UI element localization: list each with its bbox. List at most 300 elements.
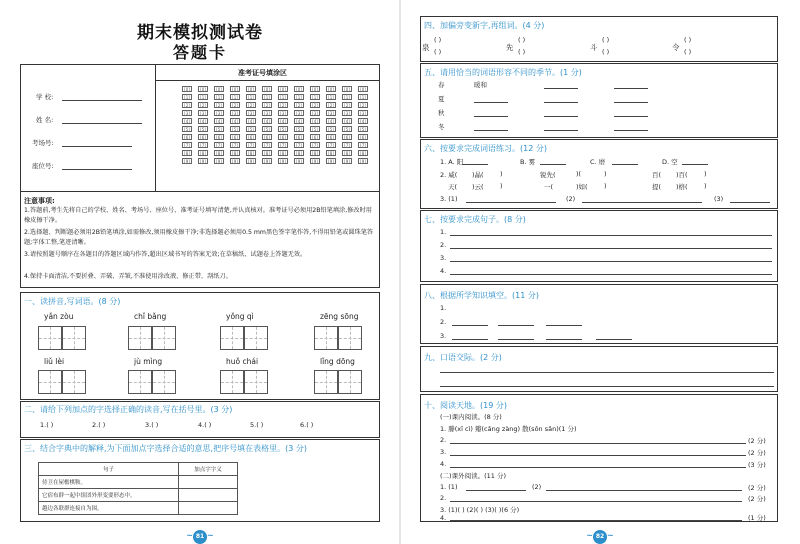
id-digit-bubble[interactable]: [0] xyxy=(214,86,224,92)
seat-label: 座位号: xyxy=(32,162,54,170)
id-digit-bubble[interactable]: [8] xyxy=(326,150,336,156)
id-digit-bubble[interactable]: [3] xyxy=(294,110,304,116)
id-digit-bubble[interactable]: [3] xyxy=(310,110,320,116)
sentence-number: 2. xyxy=(440,241,447,249)
table-row-sentence: 它宿布群一起中组团外形变要形态中。 xyxy=(39,489,179,502)
s10-sub1: (一)课内阅读。(8 分) xyxy=(440,413,502,421)
radical-blank[interactable]: ( ) xyxy=(684,36,692,44)
table-row-answer[interactable] xyxy=(179,489,238,502)
id-digit-bubble[interactable]: [7] xyxy=(326,142,336,148)
table-row-answer[interactable] xyxy=(179,502,238,515)
section-7-heading: 七、按要求完成句子。(8 分) xyxy=(424,215,526,224)
id-digit-bubble[interactable]: [7] xyxy=(342,142,352,148)
id-digit-bubble[interactable]: [7] xyxy=(246,142,256,148)
id-digit-bubble[interactable]: [2] xyxy=(310,102,320,108)
id-digit-bubble[interactable]: [6] xyxy=(278,134,288,140)
id-digit-bubble[interactable]: [8] xyxy=(214,150,224,156)
s8-blank[interactable] xyxy=(452,339,488,340)
s8-blank[interactable] xyxy=(546,339,582,340)
id-digit-bubble[interactable]: [9] xyxy=(246,158,256,164)
id-digit-bubble[interactable]: [4] xyxy=(294,118,304,124)
page-number-badge: 81 xyxy=(193,530,207,544)
id-digit-column[interactable] xyxy=(214,86,226,166)
s10-q3: 3. xyxy=(440,448,447,456)
radical-blank[interactable]: ( ) xyxy=(518,48,526,56)
season-label: 夏 xyxy=(438,95,445,103)
id-digit-bubble[interactable]: [7] xyxy=(310,142,320,148)
s6-r4-1: 3. (1) xyxy=(440,195,458,203)
s6-blank[interactable] xyxy=(582,202,702,203)
pinyin-label: zēng sōng xyxy=(320,312,359,321)
character-box[interactable] xyxy=(220,370,244,394)
character-box[interactable] xyxy=(338,370,362,394)
id-digit-bubble[interactable]: [9] xyxy=(182,158,192,164)
s6-r2-g: 百( xyxy=(652,171,662,179)
section-6-heading: 六、按要求完成词语练习。(12 分) xyxy=(424,144,547,153)
id-digit-bubble[interactable]: [5] xyxy=(342,126,352,132)
s8-blank[interactable] xyxy=(452,325,488,326)
id-digit-bubble[interactable]: [0] xyxy=(262,86,272,92)
id-digit-bubble[interactable]: [6] xyxy=(358,134,368,140)
season-label: 冬 xyxy=(438,123,445,131)
id-digit-column[interactable] xyxy=(342,86,354,166)
s10-q8-points: (1 分) xyxy=(748,514,766,522)
id-digit-bubble[interactable]: [2] xyxy=(278,102,288,108)
season-blank[interactable] xyxy=(614,88,648,89)
character-box[interactable] xyxy=(38,370,62,394)
season-blank[interactable] xyxy=(614,116,648,117)
id-digit-bubble[interactable]: [2] xyxy=(182,102,192,108)
note-4: 4.保持卡面清洁,不要折叠、弄破、弄皱,不准使用涂改液、修正带、刮纸刀。 xyxy=(24,273,232,280)
id-digit-bubble[interactable]: [4] xyxy=(214,118,224,124)
character-box[interactable] xyxy=(314,326,338,350)
s10-q5-points: (2 分) xyxy=(748,484,766,492)
id-digit-bubble[interactable]: [1] xyxy=(310,94,320,100)
section-4-heading: 四、加偏旁变新字,再组词。(4 分) xyxy=(424,21,545,30)
id-digit-bubble[interactable]: [6] xyxy=(342,134,352,140)
s10-q2: 2. xyxy=(440,436,447,444)
s6-r3-e: )如( xyxy=(576,183,588,191)
id-digit-bubble[interactable]: [0] xyxy=(198,86,208,92)
id-digit-bubble[interactable]: [3] xyxy=(358,110,368,116)
id-digit-bubble[interactable]: [9] xyxy=(262,158,272,164)
s2-item-4[interactable]: 4.( ) xyxy=(198,421,212,429)
id-digit-bubble[interactable]: [9] xyxy=(198,158,208,164)
id-digit-bubble[interactable]: [6] xyxy=(198,134,208,140)
page-number-left xyxy=(170,530,230,544)
id-digit-bubble[interactable]: [7] xyxy=(278,142,288,148)
id-digit-bubble[interactable]: [2] xyxy=(342,102,352,108)
s6-r2-b: )晶( xyxy=(472,171,484,179)
id-digit-bubble[interactable]: [9] xyxy=(358,158,368,164)
id-digit-bubble[interactable]: [5] xyxy=(262,126,272,132)
id-digit-bubble[interactable]: [6] xyxy=(182,134,192,140)
s2-item-1[interactable]: 1.( ) xyxy=(40,421,54,429)
character-box[interactable] xyxy=(152,370,176,394)
character-box[interactable] xyxy=(128,370,152,394)
ornament-icon: ~ xyxy=(186,531,193,540)
s6-blank[interactable] xyxy=(612,164,638,165)
section-2-heading: 二、请给下列加点的字选择正确的读音,写在括号里。(3 分) xyxy=(24,405,233,414)
id-digit-bubble[interactable]: [3] xyxy=(278,110,288,116)
id-digit-bubble[interactable]: [9] xyxy=(310,158,320,164)
id-digit-bubble[interactable]: [6] xyxy=(230,134,240,140)
name-label: 姓 名: xyxy=(36,116,54,124)
sample-answer: 暖和 xyxy=(474,81,487,89)
note-3: 3.请按照题号顺序在各题目的答题区域内作答,超出区域书写的答案无效;在草稿纸、试题卷上答题无效。 xyxy=(24,251,307,258)
s10-q1: 1. 滕(xī cì) 瓣(cǎng zàng) 散(sǒn sǎn)(1 分) xyxy=(440,425,577,433)
season-blank[interactable] xyxy=(544,88,578,89)
id-digit-bubble[interactable]: [4] xyxy=(246,118,256,124)
id-digit-bubble[interactable]: [3] xyxy=(262,110,272,116)
table-row-sentence: 侍卫在屋檐棋鞍。 xyxy=(39,476,179,489)
s8-blank[interactable] xyxy=(546,325,582,326)
base-character: 先 xyxy=(506,43,514,52)
radical-blank[interactable]: ( ) xyxy=(602,48,610,56)
s8-blank[interactable] xyxy=(498,325,534,326)
id-digit-bubble[interactable]: [5] xyxy=(310,126,320,132)
s2-item-5[interactable]: 5.( ) xyxy=(250,421,264,429)
id-digit-bubble[interactable]: [1] xyxy=(182,94,192,100)
th-answer: 加点字字义 xyxy=(179,463,238,476)
pinyin-label: yǎn zòu xyxy=(44,312,74,321)
s6-r4-3: (3) xyxy=(714,195,724,203)
id-digit-column[interactable] xyxy=(358,86,370,166)
s6-r2-c: ) xyxy=(500,170,503,178)
s6-r3-d: 一( xyxy=(544,183,554,191)
id-digit-bubble[interactable]: [2] xyxy=(198,102,208,108)
seat-field[interactable] xyxy=(62,169,132,170)
s10-q4-points: (3 分) xyxy=(748,461,766,469)
radical-blank[interactable]: ( ) xyxy=(602,36,610,44)
s10-q6-points: (2 分) xyxy=(748,495,766,503)
s10-line[interactable] xyxy=(450,455,746,456)
id-digit-bubble[interactable]: [8] xyxy=(358,150,368,156)
id-digit-bubble[interactable]: [8] xyxy=(294,150,304,156)
id-digit-bubble[interactable]: [1] xyxy=(294,94,304,100)
character-box[interactable] xyxy=(38,326,62,350)
exam-room-label: 考场号: xyxy=(32,139,54,147)
pinyin-label: huǒ chái xyxy=(226,357,259,366)
id-digit-bubble[interactable]: [8] xyxy=(230,150,240,156)
id-digit-bubble[interactable]: [7] xyxy=(214,142,224,148)
id-digit-bubble[interactable]: [0] xyxy=(246,86,256,92)
page-number-right xyxy=(570,530,630,544)
ornament-icon: ~ xyxy=(607,531,614,540)
s10-q2-points: (2 分) xyxy=(748,437,766,445)
id-digit-bubble[interactable]: [3] xyxy=(182,110,192,116)
id-digit-bubble[interactable]: [1] xyxy=(262,94,272,100)
id-digit-bubble[interactable]: [0] xyxy=(182,86,192,92)
s8-item-2: 2. xyxy=(440,318,447,326)
id-digit-bubble[interactable]: [8] xyxy=(310,150,320,156)
name-field[interactable] xyxy=(62,123,142,124)
id-digit-bubble[interactable]: [5] xyxy=(278,126,288,132)
s6-option-c: C. 磨 xyxy=(590,158,606,166)
school-field[interactable] xyxy=(62,100,142,101)
id-digit-bubble[interactable]: [4] xyxy=(278,118,288,124)
season-label: 春 xyxy=(438,81,445,89)
pinyin-label: chǐ bǎng xyxy=(134,312,167,321)
id-digit-bubble[interactable]: [9] xyxy=(278,158,288,164)
s6-r2-a: 2. 威( xyxy=(440,171,458,179)
base-character: 泉 xyxy=(422,43,430,52)
id-grid-title: 准考证号填涂区 xyxy=(238,69,287,77)
id-digit-bubble[interactable]: [0] xyxy=(278,86,288,92)
id-digit-column[interactable] xyxy=(294,86,306,166)
note-2: 2.选择题、判断题必须用2B铅笔填涂,如需修改,须用橡皮擦干净;非选择题必须用0.5 mm黑色签字笔作答,不得用铅笔或圆珠笔答题;字体工整,笔迹清晰。 xyxy=(24,229,374,246)
section-1-heading: 一、读拼音,写词语。(8 分) xyxy=(24,297,121,306)
id-digit-bubble[interactable]: [3] xyxy=(326,110,336,116)
pinyin-label: yǒng qì xyxy=(226,312,254,321)
character-box[interactable] xyxy=(244,326,268,350)
id-digit-bubble[interactable]: [6] xyxy=(246,134,256,140)
id-digit-bubble[interactable]: [2] xyxy=(358,102,368,108)
id-digit-bubble[interactable]: [6] xyxy=(214,134,224,140)
season-blank[interactable] xyxy=(544,102,578,103)
id-digit-bubble[interactable]: [4] xyxy=(342,118,352,124)
s6-option-b: B. 雾 xyxy=(520,158,536,166)
s6-blank[interactable] xyxy=(462,164,488,165)
id-digit-column[interactable] xyxy=(326,86,338,166)
s10-q6: 2. xyxy=(440,494,447,502)
table-row-answer[interactable] xyxy=(179,476,238,489)
s10-line[interactable] xyxy=(450,467,746,468)
pinyin-label: liǔ lèi xyxy=(44,357,65,366)
id-digit-column[interactable] xyxy=(230,86,242,166)
s2-item-3[interactable]: 3.( ) xyxy=(145,421,159,429)
id-digit-bubble[interactable]: [3] xyxy=(246,110,256,116)
s6-blank[interactable] xyxy=(540,164,566,165)
radical-blank[interactable]: ( ) xyxy=(684,48,692,56)
season-blank[interactable] xyxy=(544,130,578,131)
id-digit-bubble[interactable]: [5] xyxy=(198,126,208,132)
section-10-heading: 十、阅读天地。(19 分) xyxy=(424,401,507,410)
id-number-grid[interactable] xyxy=(182,86,372,186)
s6-r3-c: ) xyxy=(500,182,503,190)
season-blank[interactable] xyxy=(474,102,508,103)
id-digit-bubble[interactable]: [8] xyxy=(342,150,352,156)
id-digit-bubble[interactable]: [0] xyxy=(358,86,368,92)
character-box[interactable] xyxy=(220,326,244,350)
id-digit-bubble[interactable]: [8] xyxy=(278,150,288,156)
sentence-line[interactable] xyxy=(450,261,772,262)
id-digit-bubble[interactable]: [2] xyxy=(246,102,256,108)
pinyin-label: lǐng dōng xyxy=(320,357,355,366)
s8-item-1: 1. xyxy=(440,304,447,312)
s9-line[interactable] xyxy=(440,372,774,373)
id-digit-bubble[interactable]: [1] xyxy=(342,94,352,100)
id-digit-bubble[interactable]: [2] xyxy=(262,102,272,108)
season-blank[interactable] xyxy=(614,102,648,103)
id-digit-bubble[interactable]: [1] xyxy=(246,94,256,100)
id-digit-bubble[interactable]: [1] xyxy=(278,94,288,100)
radical-blank[interactable]: ( ) xyxy=(434,36,442,44)
s6-r2-i: ) xyxy=(704,170,707,178)
season-blank[interactable] xyxy=(614,130,648,131)
section-9-heading: 九、口语交际。(2 分) xyxy=(424,353,502,362)
id-digit-bubble[interactable]: [5] xyxy=(214,126,224,132)
id-digit-bubble[interactable]: [3] xyxy=(342,110,352,116)
id-digit-column[interactable] xyxy=(310,86,322,166)
id-digit-bubble[interactable]: [3] xyxy=(230,110,240,116)
id-digit-bubble[interactable]: [9] xyxy=(294,158,304,164)
id-digit-bubble[interactable]: [9] xyxy=(342,158,352,164)
season-blank[interactable] xyxy=(474,130,508,131)
id-digit-bubble[interactable]: [2] xyxy=(294,102,304,108)
id-digit-bubble[interactable]: [6] xyxy=(262,134,272,140)
id-digit-bubble[interactable]: [6] xyxy=(294,134,304,140)
id-digit-bubble[interactable]: [5] xyxy=(230,126,240,132)
radical-blank[interactable]: ( ) xyxy=(434,48,442,56)
s10-line[interactable] xyxy=(546,490,742,491)
character-box[interactable] xyxy=(128,326,152,350)
id-digit-bubble[interactable]: [5] xyxy=(358,126,368,132)
id-digit-bubble[interactable]: [5] xyxy=(182,126,192,132)
sentence-number: 3. xyxy=(440,254,447,262)
id-digit-bubble[interactable]: [1] xyxy=(326,94,336,100)
id-digit-bubble[interactable]: [3] xyxy=(214,110,224,116)
id-digit-bubble[interactable]: [0] xyxy=(342,86,352,92)
id-digit-bubble[interactable]: [0] xyxy=(310,86,320,92)
section-3-heading: 三、结合字典中的解释,为下面加点字选择合适的意思,把序号填在表格里。(3 分) xyxy=(24,444,307,453)
id-digit-bubble[interactable]: [7] xyxy=(198,142,208,148)
id-digit-bubble[interactable]: [2] xyxy=(326,102,336,108)
id-digit-bubble[interactable]: [8] xyxy=(182,150,192,156)
id-digit-bubble[interactable]: [7] xyxy=(294,142,304,148)
id-digit-bubble[interactable]: [5] xyxy=(246,126,256,132)
s9-line[interactable] xyxy=(440,386,774,387)
s10-q5: 1. (1) xyxy=(440,483,458,491)
exam-room-field[interactable] xyxy=(62,146,132,147)
id-digit-bubble[interactable]: [4] xyxy=(358,118,368,124)
s6-r3-b: )云( xyxy=(472,183,484,191)
id-digit-bubble[interactable]: [2] xyxy=(230,102,240,108)
s6-r2-h: )百( xyxy=(676,171,688,179)
s8-blank[interactable] xyxy=(596,339,632,340)
id-digit-bubble[interactable]: [5] xyxy=(294,126,304,132)
sentence-line[interactable] xyxy=(450,235,772,236)
id-digit-bubble[interactable]: [9] xyxy=(230,158,240,164)
s6-r4-2: (2) xyxy=(566,195,576,203)
id-digit-bubble[interactable]: [7] xyxy=(262,142,272,148)
s6-r3-a: 天( xyxy=(448,183,458,191)
s6-r3-f: ) xyxy=(604,182,607,190)
id-digit-bubble[interactable]: [7] xyxy=(230,142,240,148)
id-digit-bubble[interactable]: [5] xyxy=(326,126,336,132)
season-blank[interactable] xyxy=(544,116,578,117)
id-digit-bubble[interactable]: [4] xyxy=(230,118,240,124)
s10-line[interactable] xyxy=(450,443,746,444)
notes-title: 注意事项: xyxy=(24,197,55,205)
season-blank[interactable] xyxy=(474,116,508,117)
s2-item-6[interactable]: 6.( ) xyxy=(300,421,314,429)
radical-blank[interactable]: ( ) xyxy=(518,36,526,44)
id-digit-bubble[interactable]: [4] xyxy=(326,118,336,124)
s8-blank[interactable] xyxy=(498,339,534,340)
id-digit-column[interactable] xyxy=(262,86,274,166)
id-digit-bubble[interactable]: [8] xyxy=(262,150,272,156)
s6-r3-i: ) xyxy=(704,182,707,190)
base-character: 斗 xyxy=(590,43,598,52)
s10-q7: 3. (1)( ) (2)( ) (3)( )(6 分) xyxy=(440,506,520,514)
character-box[interactable] xyxy=(62,370,86,394)
s10-q4: 4. xyxy=(440,460,447,468)
id-digit-bubble[interactable]: [4] xyxy=(198,118,208,124)
sentence-number: 4. xyxy=(440,267,447,275)
s10-q8: 4. xyxy=(440,514,447,522)
id-digit-bubble[interactable]: [1] xyxy=(230,94,240,100)
id-digit-bubble[interactable]: [7] xyxy=(182,142,192,148)
id-digit-bubble[interactable]: [0] xyxy=(230,86,240,92)
id-digit-column[interactable] xyxy=(198,86,210,166)
id-digit-bubble[interactable]: [6] xyxy=(326,134,336,140)
school-label: 学 校: xyxy=(36,93,54,101)
s6-r2-f: ) xyxy=(604,170,607,178)
id-digit-bubble[interactable]: [1] xyxy=(214,94,224,100)
sentence-number: 1. xyxy=(440,228,447,236)
character-box[interactable] xyxy=(244,370,268,394)
s10-line[interactable] xyxy=(450,501,742,502)
id-digit-column[interactable] xyxy=(278,86,290,166)
section-8-heading: 八、根据所学知识填空。(11 分) xyxy=(424,291,539,300)
id-digit-bubble[interactable]: [2] xyxy=(214,102,224,108)
meaning-table xyxy=(38,462,238,515)
s10-q5b: (2) xyxy=(532,483,542,491)
id-digit-bubble[interactable]: [1] xyxy=(198,94,208,100)
s6-r3-h: )格( xyxy=(676,183,688,191)
id-digit-bubble[interactable]: [9] xyxy=(214,158,224,164)
id-digit-bubble[interactable]: [4] xyxy=(182,118,192,124)
section-5-heading: 五、请用恰当的词语形容不同的季节。(1 分) xyxy=(424,68,582,77)
note-1: 1.答题前,考生先将自己的学校、姓名、考场号、座位号、准考证号填写清楚,并认真核对。准考证号必须用2B铅笔填涂,修改时用橡皮擦干净。 xyxy=(24,207,372,224)
s6-blank[interactable] xyxy=(682,164,708,165)
character-box[interactable] xyxy=(62,326,86,350)
s10-line[interactable] xyxy=(466,490,526,491)
id-digit-bubble[interactable]: [1] xyxy=(358,94,368,100)
sentence-line[interactable] xyxy=(450,274,772,275)
id-digit-column[interactable] xyxy=(246,86,258,166)
s6-blank[interactable] xyxy=(466,202,556,203)
id-digit-bubble[interactable]: [8] xyxy=(246,150,256,156)
character-box[interactable] xyxy=(152,326,176,350)
id-digit-bubble[interactable]: [3] xyxy=(198,110,208,116)
id-digit-bubble[interactable]: [0] xyxy=(294,86,304,92)
s10-q3-points: (2 分) xyxy=(748,449,766,457)
s6-r3-g: 提( xyxy=(652,183,662,191)
sentence-line[interactable] xyxy=(450,248,772,249)
id-digit-bubble[interactable]: [4] xyxy=(310,118,320,124)
id-digit-bubble[interactable]: [6] xyxy=(310,134,320,140)
right-page xyxy=(400,0,800,544)
id-digit-bubble[interactable]: [4] xyxy=(262,118,272,124)
id-digit-bubble[interactable]: [9] xyxy=(326,158,336,164)
id-digit-column[interactable] xyxy=(182,86,194,166)
s6-r2-d: 锐先( xyxy=(540,171,556,179)
s6-blank[interactable] xyxy=(730,202,770,203)
season-label: 秋 xyxy=(438,109,445,117)
pinyin-label: jù mìng xyxy=(134,357,163,366)
character-box[interactable] xyxy=(338,326,362,350)
s10-line[interactable] xyxy=(450,520,742,521)
s2-item-2[interactable]: 2.( ) xyxy=(92,421,106,429)
ornament-icon: ~ xyxy=(586,531,593,540)
id-digit-bubble[interactable]: [8] xyxy=(198,150,208,156)
s8-item-3: 3. xyxy=(440,332,447,340)
id-digit-bubble[interactable]: [7] xyxy=(358,142,368,148)
character-box[interactable] xyxy=(314,370,338,394)
id-digit-bubble[interactable]: [0] xyxy=(326,86,336,92)
